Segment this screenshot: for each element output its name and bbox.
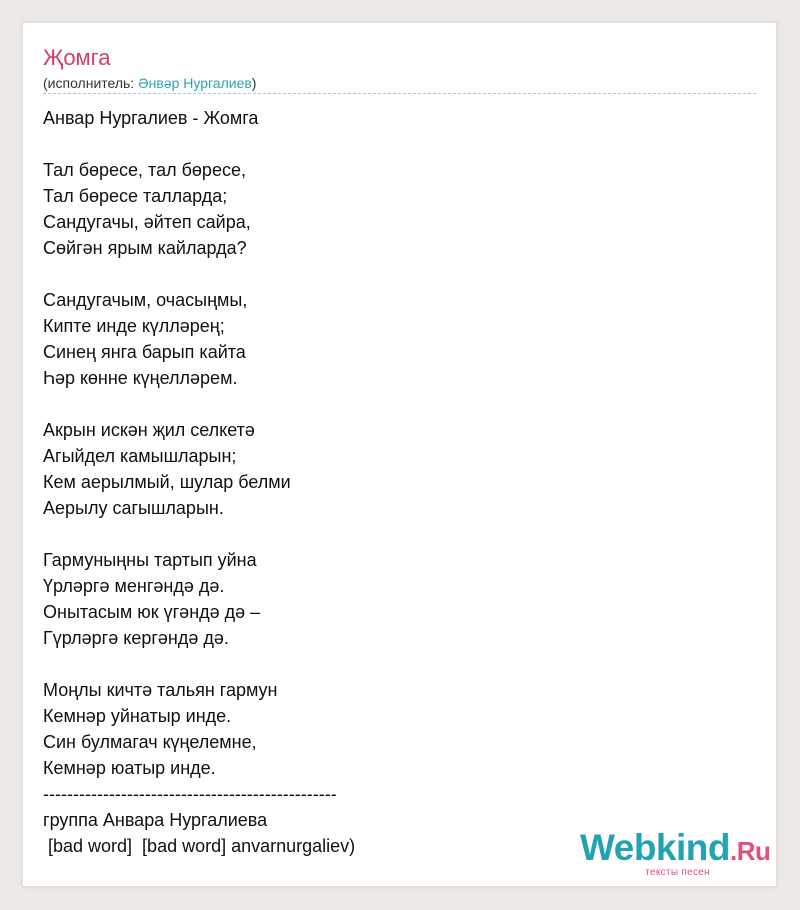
- artist-line: [43, 74, 256, 92]
- lyric-line: Гүрләргә кергәндә дә.: [43, 628, 229, 648]
- lyrics-card: [22, 22, 777, 887]
- lyric-line: Сандугачым, очасыңмы,: [43, 290, 248, 310]
- lyric-line: [43, 651, 743, 677]
- lyric-line: группа Анвара Нургалиева: [43, 810, 268, 830]
- lyric-line: Һәр көнне күңелләрем.: [43, 368, 238, 388]
- lyric-line: [43, 391, 743, 417]
- lyric-line: [43, 521, 743, 547]
- logo-tagline: тексты песен: [645, 867, 710, 878]
- lyric-line: Тал бөресе, тал бөресе,: [43, 160, 246, 180]
- lyric-line: Сөйгән ярым кайларда?: [43, 238, 247, 258]
- lyric-line: Агыйдел камышларын;: [43, 446, 237, 466]
- header-divider: [43, 93, 756, 94]
- logo-ru-text: .Ru: [730, 836, 771, 866]
- lyric-line: Син булмагач күңелемне,: [43, 732, 257, 752]
- site-logo[interactable]: [572, 826, 772, 882]
- lyric-line: Кипте инде күлләрең;: [43, 316, 225, 336]
- lyric-line: Кем аерылмый, шулар белми: [43, 472, 291, 492]
- lyrics-text: [43, 105, 743, 859]
- lyric-line: [43, 261, 743, 287]
- lyric-line: Синең янга барып кайта: [43, 342, 246, 362]
- artist-link[interactable]: Әнвәр Нургалиев: [138, 75, 252, 91]
- lyric-line: Гармуныңны тартып уйна: [43, 550, 257, 570]
- lyric-line: [bad word] [bad word] anvarnurgaliev): [43, 836, 356, 856]
- lyric-line: Кемнәр юатыр инде.: [43, 758, 216, 778]
- lyric-line: Сандугачы, әйтеп сайра,: [43, 212, 251, 232]
- lyric-line: Тал бөресе талларда;: [43, 186, 228, 206]
- logo-wordmark: [580, 826, 770, 873]
- lyric-line: Аерылу сагышларын.: [43, 498, 224, 518]
- lyric-line: Онытасым юк үгәндә дә –: [43, 602, 261, 622]
- lyric-line: Моңлы кичтә тальян гармун: [43, 680, 278, 700]
- artist-prefix: (исполнитель:: [43, 75, 139, 91]
- logo-main-text: Webkind: [580, 827, 730, 868]
- lyric-line: Анвар Нургалиев - Жомга: [43, 108, 259, 128]
- lyric-line: Үрләргә менгәндә дә.: [43, 576, 225, 596]
- lyric-line: [43, 131, 743, 157]
- lyric-line: Акрын искән җил селкетә: [43, 420, 255, 440]
- lyric-line: Кемнәр уйнатыр инде.: [43, 706, 232, 726]
- lyric-line: -------------------------------------------------: [43, 784, 337, 804]
- song-title: Җомга: [43, 45, 111, 70]
- artist-suffix: ): [251, 75, 257, 91]
